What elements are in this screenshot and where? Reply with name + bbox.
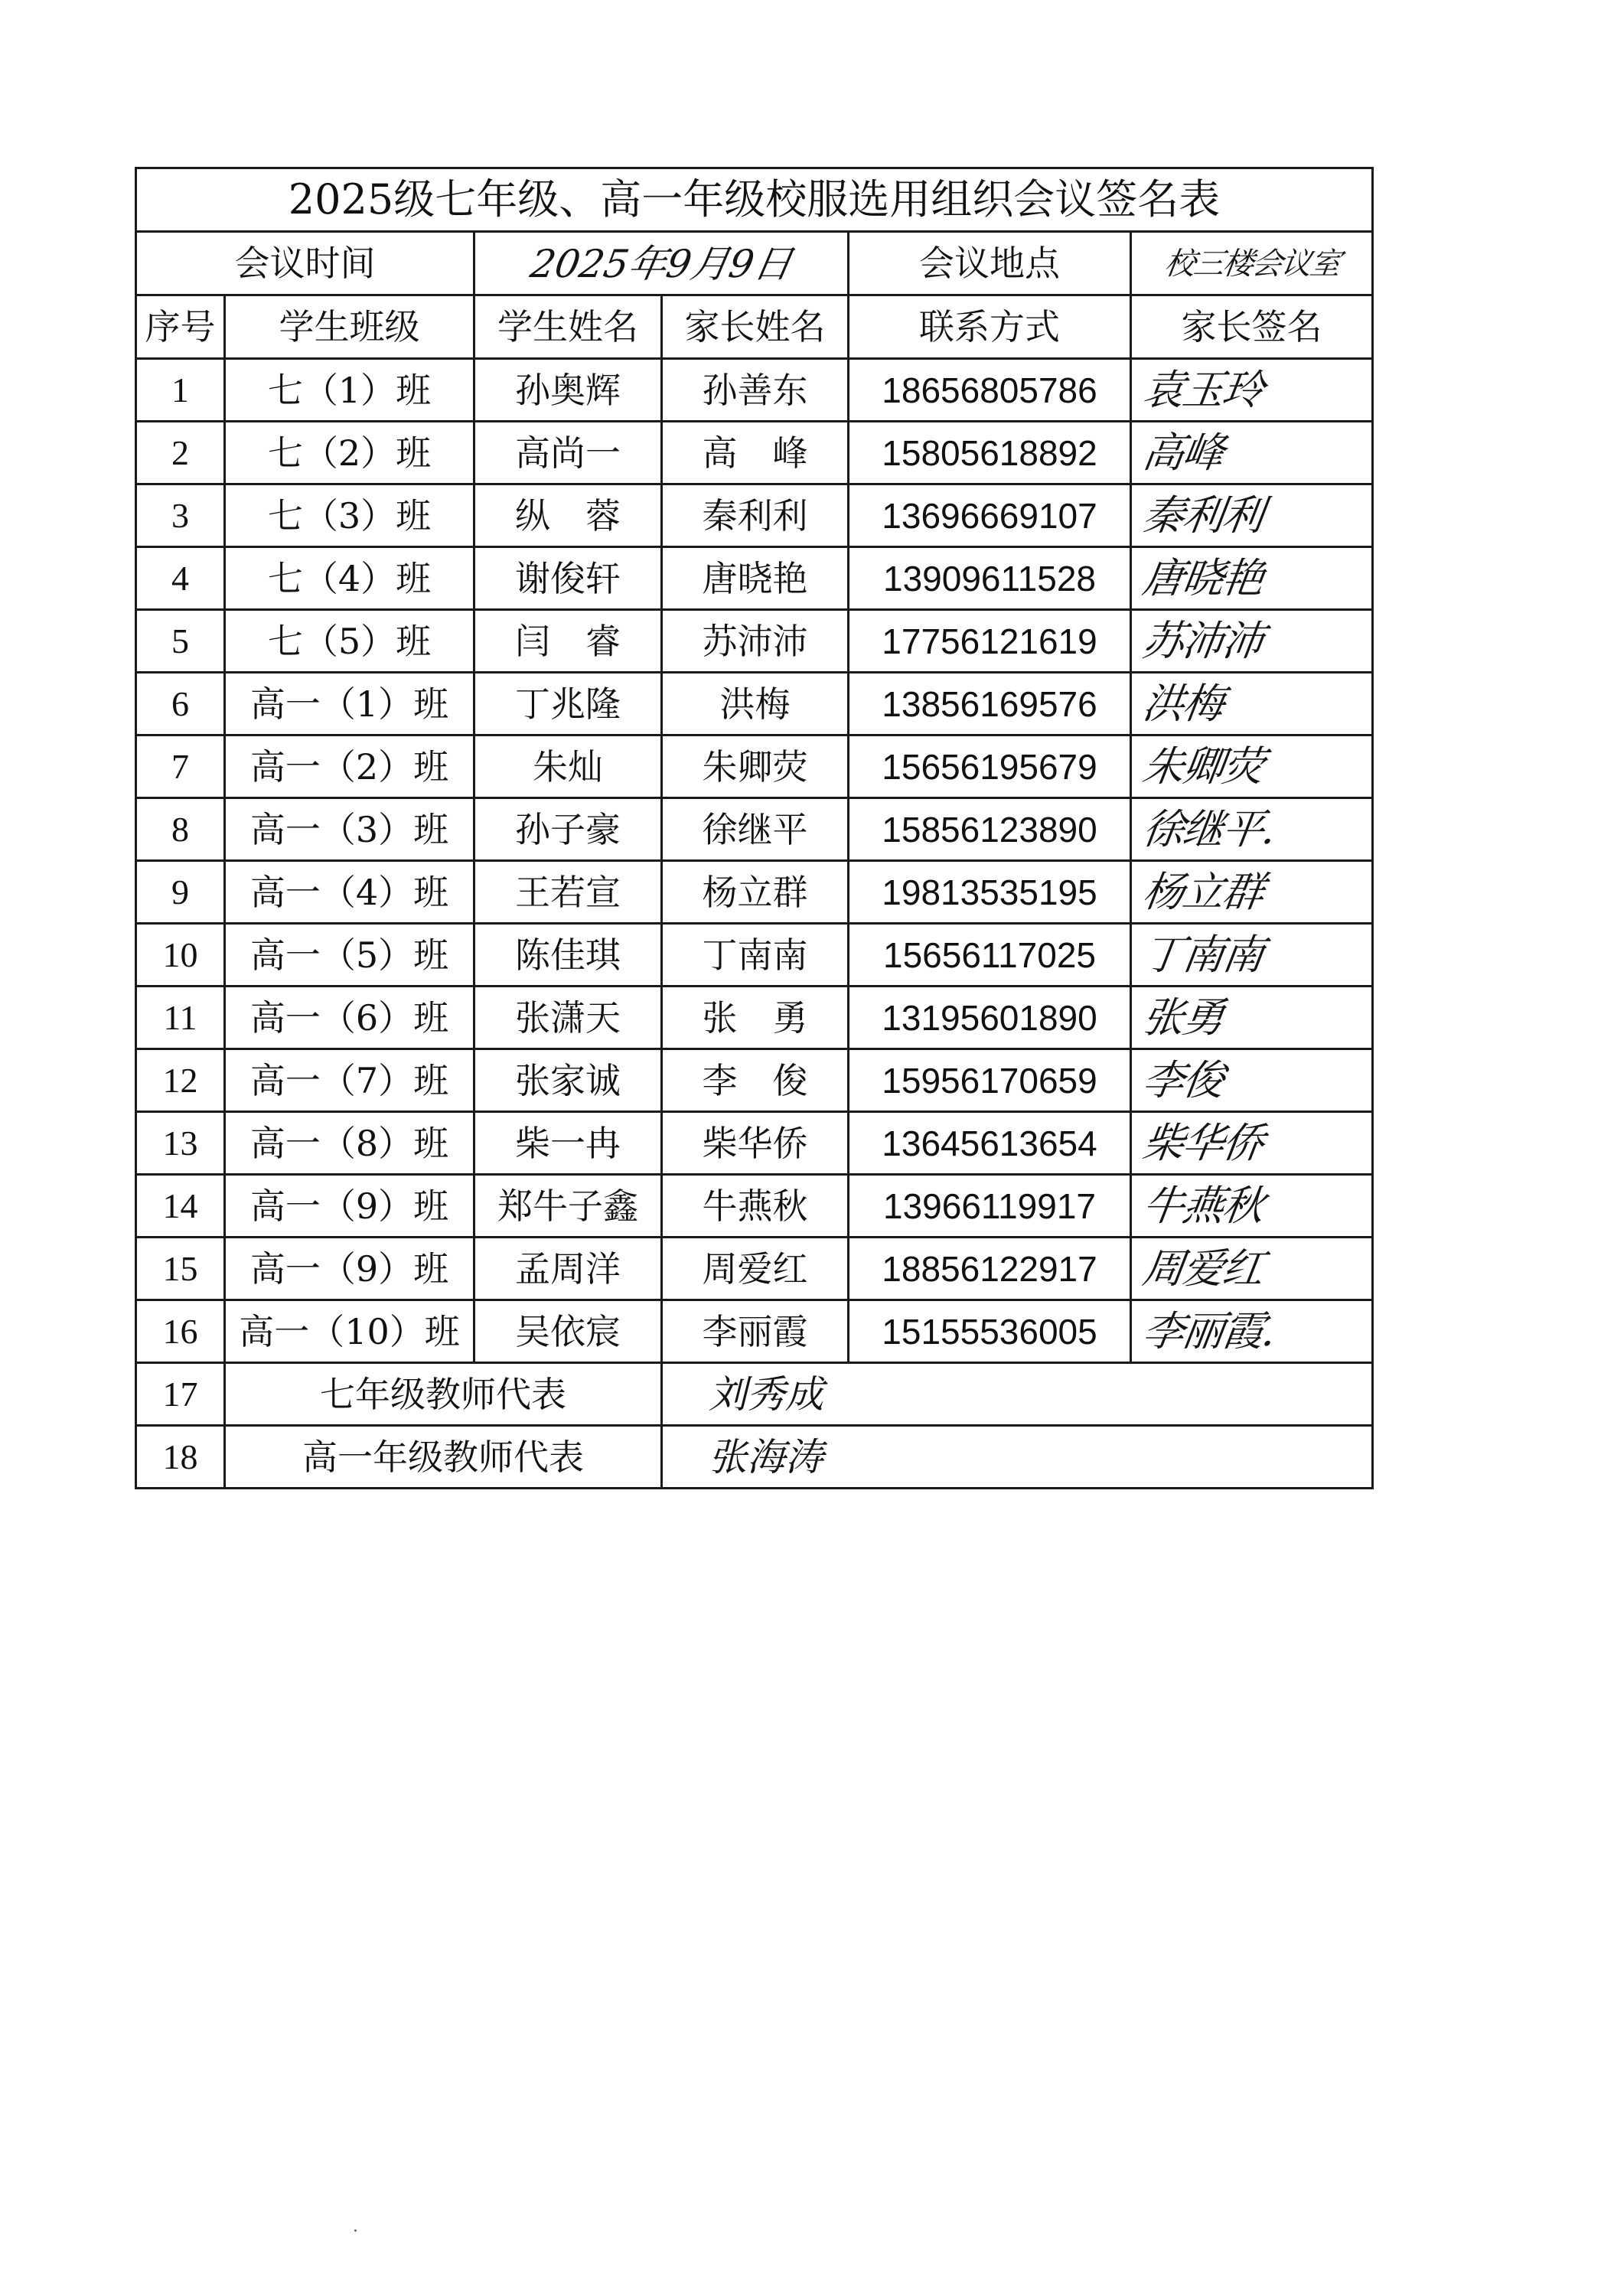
- parent-signature: 秦利利: [1127, 484, 1378, 547]
- row-number: 7: [136, 735, 225, 798]
- contact-phone: 13856169576: [849, 673, 1131, 735]
- teacher-representative-label: 高一年级教师代表: [225, 1426, 662, 1489]
- parent-name: 孙善东: [662, 359, 849, 422]
- parent-name: 高 峰: [662, 422, 849, 484]
- table-row: [136, 861, 1373, 924]
- parent-signature: 李俊: [1127, 1049, 1378, 1112]
- parent-signature: 李丽霞.: [1127, 1300, 1378, 1363]
- sheet-title: 2025级七年级、高一年级校服选用组织会议签名表: [136, 168, 1373, 232]
- student-name: 闫 睿: [474, 610, 662, 673]
- teacher-signature: 刘秀成: [662, 1363, 1373, 1426]
- table-row: [136, 484, 1373, 547]
- student-class: 高一（2）班: [225, 735, 474, 798]
- student-name: 张家诚: [474, 1049, 662, 1112]
- row-number: 17: [136, 1363, 225, 1426]
- contact-phone: 15656195679: [849, 735, 1131, 798]
- student-class: 七（1）班: [225, 359, 474, 422]
- parent-name: 柴华侨: [662, 1112, 849, 1175]
- header-class: 学生班级: [225, 295, 474, 359]
- contact-phone: 13966119917: [849, 1175, 1131, 1238]
- signature-table: [135, 167, 1374, 1489]
- student-name: 孟周洋: [474, 1238, 662, 1300]
- meeting-time-label: 会议时间: [136, 232, 474, 295]
- student-name: 谢俊轩: [474, 547, 662, 610]
- student-name: 柴一冉: [474, 1112, 662, 1175]
- parent-signature: 袁玉玲: [1127, 359, 1378, 422]
- table-row: [136, 422, 1373, 484]
- student-class: 高一（4）班: [225, 861, 474, 924]
- row-number: 4: [136, 547, 225, 610]
- row-number: 18: [136, 1426, 225, 1489]
- student-name: 高尚一: [474, 422, 662, 484]
- table-row: [136, 1049, 1373, 1112]
- parent-signature: 高峰: [1127, 422, 1378, 484]
- row-number: 1: [136, 359, 225, 422]
- row-number: 8: [136, 798, 225, 861]
- student-name: 张潇天: [474, 987, 662, 1049]
- parent-signature: 柴华侨: [1127, 1112, 1378, 1175]
- contact-phone: 15155536005: [849, 1300, 1131, 1363]
- column-header-row: [136, 295, 1373, 359]
- contact-phone: 17756121619: [849, 610, 1131, 673]
- meeting-place-label: 会议地点: [849, 232, 1131, 295]
- contact-phone: 15956170659: [849, 1049, 1131, 1112]
- student-name: 孙子豪: [474, 798, 662, 861]
- row-number: 6: [136, 673, 225, 735]
- student-class: 高一（9）班: [225, 1175, 474, 1238]
- parent-signature: 牛燕秋: [1127, 1175, 1378, 1238]
- student-class: 七（5）班: [225, 610, 474, 673]
- scan-speck: [354, 2229, 357, 2232]
- table-row: [136, 359, 1373, 422]
- meeting-place-value: 校三楼会议室: [1127, 232, 1378, 295]
- header-parent: 家长姓名: [662, 295, 849, 359]
- row-number: 10: [136, 924, 225, 987]
- student-class: 高一（6）班: [225, 987, 474, 1049]
- student-name: 孙奥辉: [474, 359, 662, 422]
- student-class: 高一（3）班: [225, 798, 474, 861]
- student-name: 王若宣: [474, 861, 662, 924]
- contact-phone: 13909611528: [849, 547, 1131, 610]
- parent-name: 李 俊: [662, 1049, 849, 1112]
- student-class: 高一（10）班: [225, 1300, 474, 1363]
- student-name: 吴依宸: [474, 1300, 662, 1363]
- student-name: 陈佳琪: [474, 924, 662, 987]
- parent-name: 牛燕秋: [662, 1175, 849, 1238]
- table-row: [136, 1238, 1373, 1300]
- contact-phone: 13195601890: [849, 987, 1131, 1049]
- parent-name: 丁南南: [662, 924, 849, 987]
- student-class: 高一（7）班: [225, 1049, 474, 1112]
- parent-name: 秦利利: [662, 484, 849, 547]
- student-class: 七（3）班: [225, 484, 474, 547]
- student-class: 高一（1）班: [225, 673, 474, 735]
- row-number: 16: [136, 1300, 225, 1363]
- row-number: 13: [136, 1112, 225, 1175]
- teacher-representative-label: 七年级教师代表: [225, 1363, 662, 1426]
- header-no: 序号: [136, 295, 225, 359]
- meeting-info-row: [136, 232, 1373, 295]
- table-row: [136, 798, 1373, 861]
- contact-phone: 18656805786: [849, 359, 1131, 422]
- table-row: [136, 1300, 1373, 1363]
- teacher-row: [136, 1363, 1373, 1426]
- parent-name: 徐继平: [662, 798, 849, 861]
- table-row: [136, 1112, 1373, 1175]
- row-number: 2: [136, 422, 225, 484]
- teacher-row: [136, 1426, 1373, 1489]
- parent-name: 李丽霞: [662, 1300, 849, 1363]
- student-name: 纵 蓉: [474, 484, 662, 547]
- parent-name: 洪梅: [662, 673, 849, 735]
- table-row: [136, 924, 1373, 987]
- row-number: 12: [136, 1049, 225, 1112]
- row-number: 14: [136, 1175, 225, 1238]
- contact-phone: 13645613654: [849, 1112, 1131, 1175]
- table-row: [136, 673, 1373, 735]
- parent-signature: 徐继平.: [1127, 798, 1378, 861]
- table-row: [136, 547, 1373, 610]
- table-row: [136, 610, 1373, 673]
- header-phone: 联系方式: [849, 295, 1131, 359]
- student-class: 高一（9）班: [225, 1238, 474, 1300]
- row-number: 11: [136, 987, 225, 1049]
- header-signature: 家长签名: [1131, 295, 1373, 359]
- student-class: 七（4）班: [225, 547, 474, 610]
- contact-phone: 19813535195: [849, 861, 1131, 924]
- table-row: [136, 987, 1373, 1049]
- table-row: [136, 1175, 1373, 1238]
- parent-signature: 朱卿荧: [1127, 735, 1378, 798]
- student-class: 七（2）班: [225, 422, 474, 484]
- parent-name: 唐晓艳: [662, 547, 849, 610]
- row-number: 15: [136, 1238, 225, 1300]
- student-class: 高一（8）班: [225, 1112, 474, 1175]
- parent-name: 杨立群: [662, 861, 849, 924]
- contact-phone: 18856122917: [849, 1238, 1131, 1300]
- parent-name: 苏沛沛: [662, 610, 849, 673]
- parent-signature: 周爱红: [1127, 1238, 1378, 1300]
- student-name: 朱灿: [474, 735, 662, 798]
- parent-signature: 唐晓艳: [1127, 547, 1378, 610]
- table-row: [136, 735, 1373, 798]
- contact-phone: 15805618892: [849, 422, 1131, 484]
- parent-signature: 丁南南: [1127, 924, 1378, 987]
- parent-name: 朱卿荧: [662, 735, 849, 798]
- teacher-signature: 张海涛: [662, 1426, 1373, 1489]
- contact-phone: 13696669107: [849, 484, 1131, 547]
- parent-name: 周爱红: [662, 1238, 849, 1300]
- contact-phone: 15856123890: [849, 798, 1131, 861]
- title-row: [136, 168, 1373, 232]
- parent-name: 张 勇: [662, 987, 849, 1049]
- student-class: 高一（5）班: [225, 924, 474, 987]
- row-number: 9: [136, 861, 225, 924]
- parent-signature: 洪梅: [1127, 673, 1378, 735]
- meeting-time-value: 2025年9月9日: [468, 232, 854, 295]
- row-number: 5: [136, 610, 225, 673]
- parent-signature: 苏沛沛: [1127, 610, 1378, 673]
- parent-signature: 杨立群: [1127, 861, 1378, 924]
- student-name: 丁兆隆: [474, 673, 662, 735]
- student-name: 郑牛子鑫: [474, 1175, 662, 1238]
- row-number: 3: [136, 484, 225, 547]
- contact-phone: 15656117025: [849, 924, 1131, 987]
- header-student: 学生姓名: [474, 295, 662, 359]
- parent-signature: 张勇: [1127, 987, 1378, 1049]
